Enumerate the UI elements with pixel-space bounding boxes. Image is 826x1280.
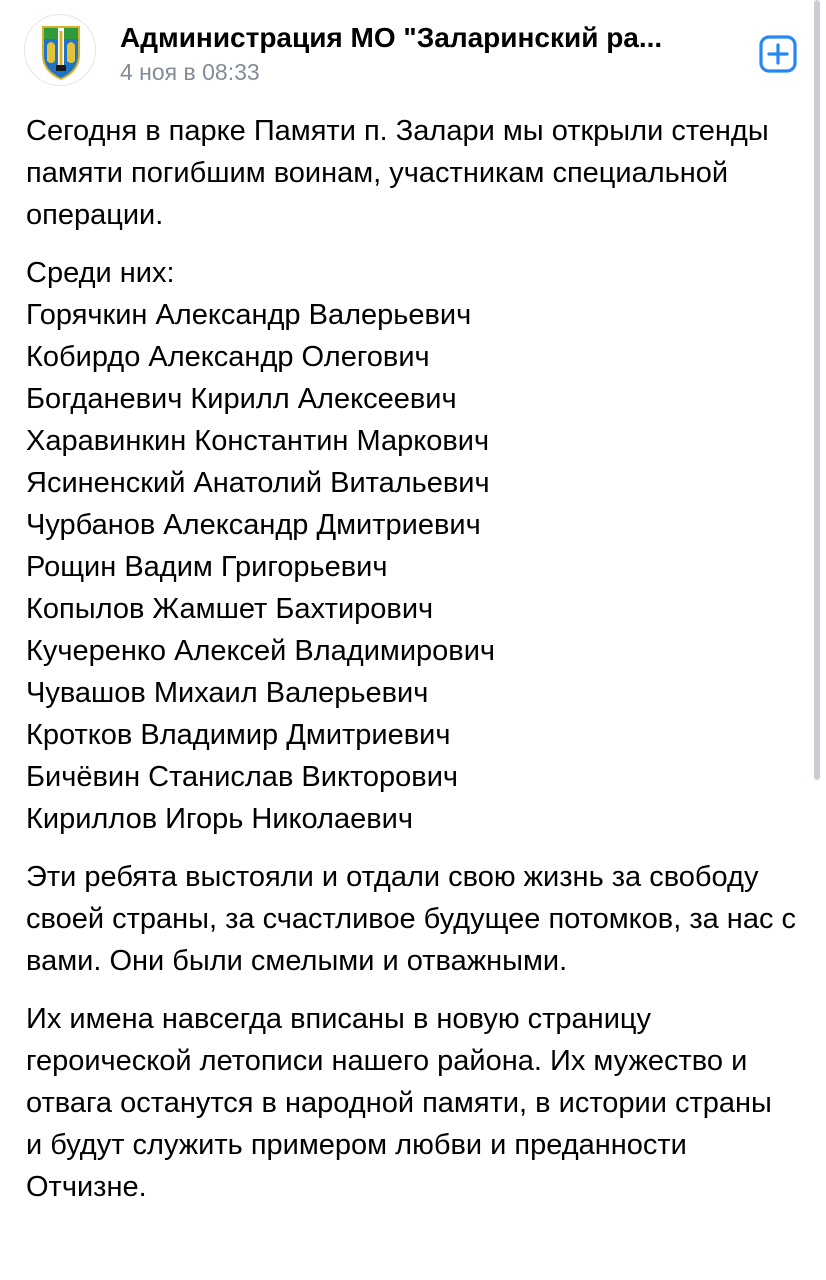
list-item: Бичёвин Станислав Викторович	[26, 761, 459, 793]
list-item: Кобирдо Александр Олегович	[26, 341, 430, 373]
list-item: Чурбанов Александр Дмитриевич	[26, 509, 481, 541]
list-item: Ясиненский Анатолий Витальевич	[26, 467, 490, 499]
names-list	[26, 294, 796, 840]
post-header	[24, 14, 804, 86]
post-text	[26, 110, 796, 1208]
list-item: Кучеренко Алексей Владимирович	[26, 635, 496, 667]
scrollbar[interactable]	[814, 0, 820, 780]
list-item: Кириллов Игорь Николаевич	[26, 803, 413, 835]
list-item: Чувашов Михаил Валерьевич	[26, 677, 429, 709]
list-item: Копылов Жамшет Бахтирович	[26, 593, 434, 625]
tribute-paragraph: Эти ребята выстояли и отдали свою жизнь за свободу своей страны, за счастливое будущее потомков, за нас с вами. Они были смелыми и отважными.	[26, 861, 797, 977]
subscribe-button[interactable]	[758, 34, 798, 74]
list-item: Кротков Владимир Дмитриевич	[26, 719, 451, 751]
list-item: Богданевич Кирилл Алексеевич	[26, 383, 457, 415]
list-item: Рощин Вадим Григорьевич	[26, 551, 388, 583]
avatar[interactable]	[24, 14, 96, 86]
plus-square-icon	[758, 34, 798, 74]
intro-paragraph: Сегодня в парке Памяти п. Залари мы открыли стенды памяти погибшим воинам, участникам специальной операции.	[26, 115, 769, 231]
closing-paragraph: Их имена навсегда вписаны в новую страницу героической летописи нашего района. Их мужество и отвага останутся в народной памяти, в истории страны и будут служить примером любви и преданности Отчизне.	[26, 1003, 772, 1203]
list-item: Горячкин Александр Валерьевич	[26, 299, 472, 331]
author-name[interactable]: Администрация МО "Заларинский ра...	[120, 22, 663, 53]
list-item: Харавинкин Константин Маркович	[26, 425, 490, 457]
post-date[interactable]: 4 ноя в 08:33	[120, 59, 260, 85]
coat-of-arms-icon	[25, 15, 96, 86]
list-heading: Среди них:	[26, 257, 175, 289]
